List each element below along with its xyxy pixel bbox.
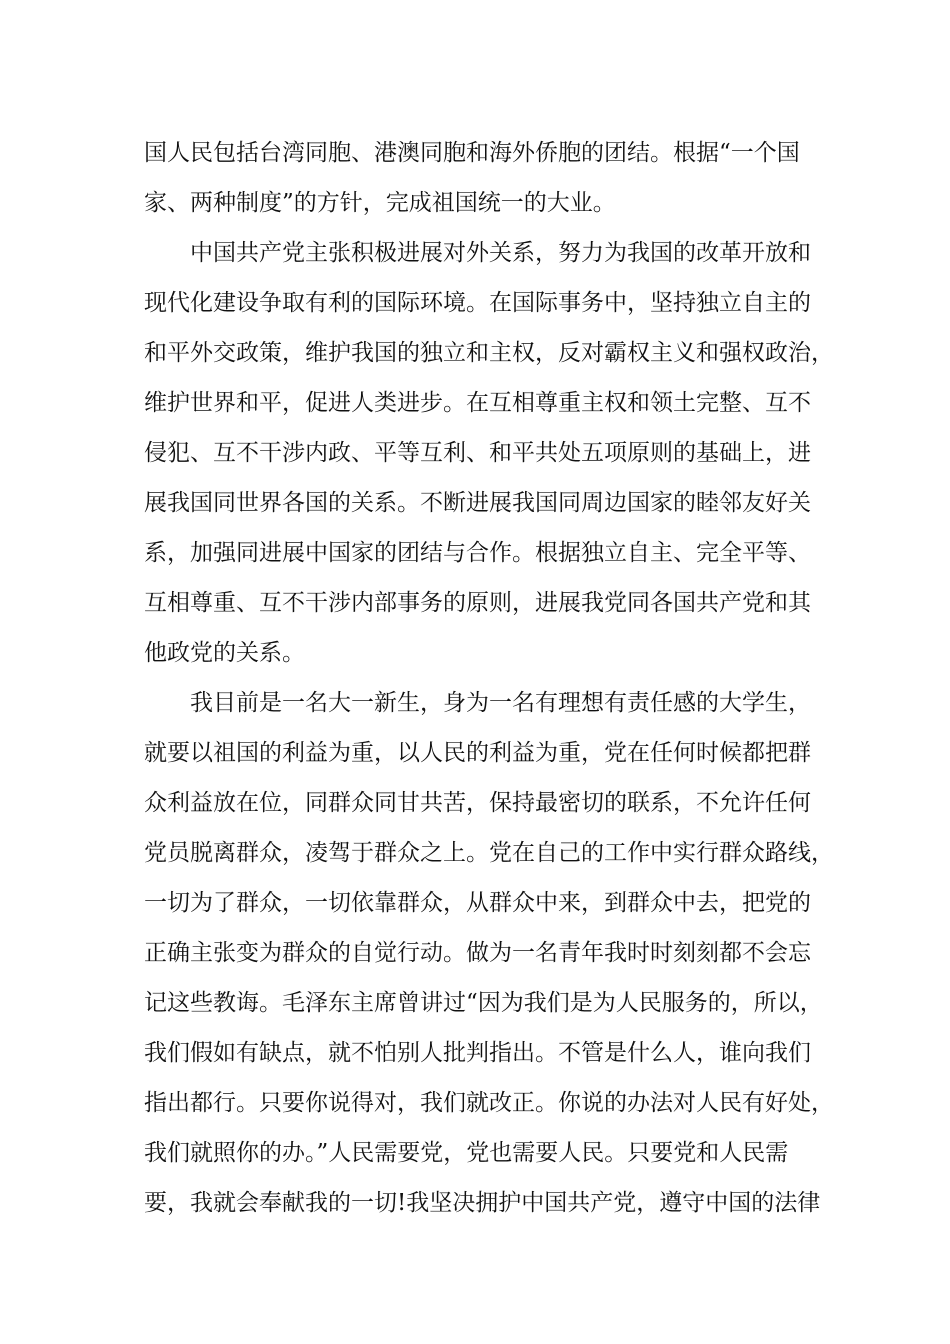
text-line: 和平外交政策，维护我国的独立和主权，反对霸权主义和强权政治， xyxy=(144,340,834,366)
text-line: 侵犯、互不干涉内政、平等互利、和平共处五项原则的基础上，进 xyxy=(144,440,811,466)
text-line: 我们假如有缺点，就不怕别人批判指出。不管是什么人，谁向我们 xyxy=(144,1040,811,1066)
text-line: 家、两种制度”的方针，完成祖国统一的大业。 xyxy=(144,190,616,216)
text-line: 就要以祖国的利益为重，以人民的利益为重，党在任何时候都把群 xyxy=(144,740,811,766)
text-line: 要，我就会奉献我的一切!我坚决拥护中国共产党，遵守中国的法律 xyxy=(144,1190,821,1216)
text-line: 记这些教诲。毛泽东主席曾讲过“因为我们是为人民服务的，所以， xyxy=(144,990,823,1016)
text-line: 指出都行。只要你说得对，我们就改正。你说的办法对人民有好处， xyxy=(144,1090,834,1116)
text-line: 国人民包括台湾同胞、港澳同胞和海外侨胞的团结。根据“一个国 xyxy=(144,140,800,166)
text-line: 我目前是一名大一新生，身为一名有理想有责任感的大学生， xyxy=(190,690,811,716)
text-line: 众利益放在位，同群众同甘共苦，保持最密切的联系，不允许任何 xyxy=(144,790,811,816)
text-line: 互相尊重、互不干涉内部事务的原则，进展我党同各国共产党和其 xyxy=(144,590,811,616)
text-line: 党员脱离群众，凌驾于群众之上。党在自己的工作中实行群众路线， xyxy=(144,840,834,866)
text-line: 展我国同世界各国的关系。不断进展我国同周边国家的睦邻友好关 xyxy=(144,490,811,516)
text-line: 系，加强同进展中国家的团结与合作。根据独立自主、完全平等、 xyxy=(144,540,811,566)
text-line: 现代化建设争取有利的国际环境。在国际事务中，坚持独立自主的 xyxy=(144,290,811,316)
text-line: 正确主张变为群众的自觉行动。做为一名青年我时时刻刻都不会忘 xyxy=(144,940,811,966)
text-line: 中国共产党主张积极进展对外关系，努力为我国的改革开放和 xyxy=(190,240,811,266)
text-line: 一切为了群众，一切依靠群众，从群众中来，到群众中去，把党的 xyxy=(144,890,811,916)
text-line: 维护世界和平，促进人类进步。在互相尊重主权和领土完整、互不 xyxy=(144,390,811,416)
text-line: 他政党的关系。 xyxy=(144,640,305,666)
text-line: 我们就照你的办。”人民需要党，党也需要人民。只要党和人民需 xyxy=(144,1140,789,1166)
